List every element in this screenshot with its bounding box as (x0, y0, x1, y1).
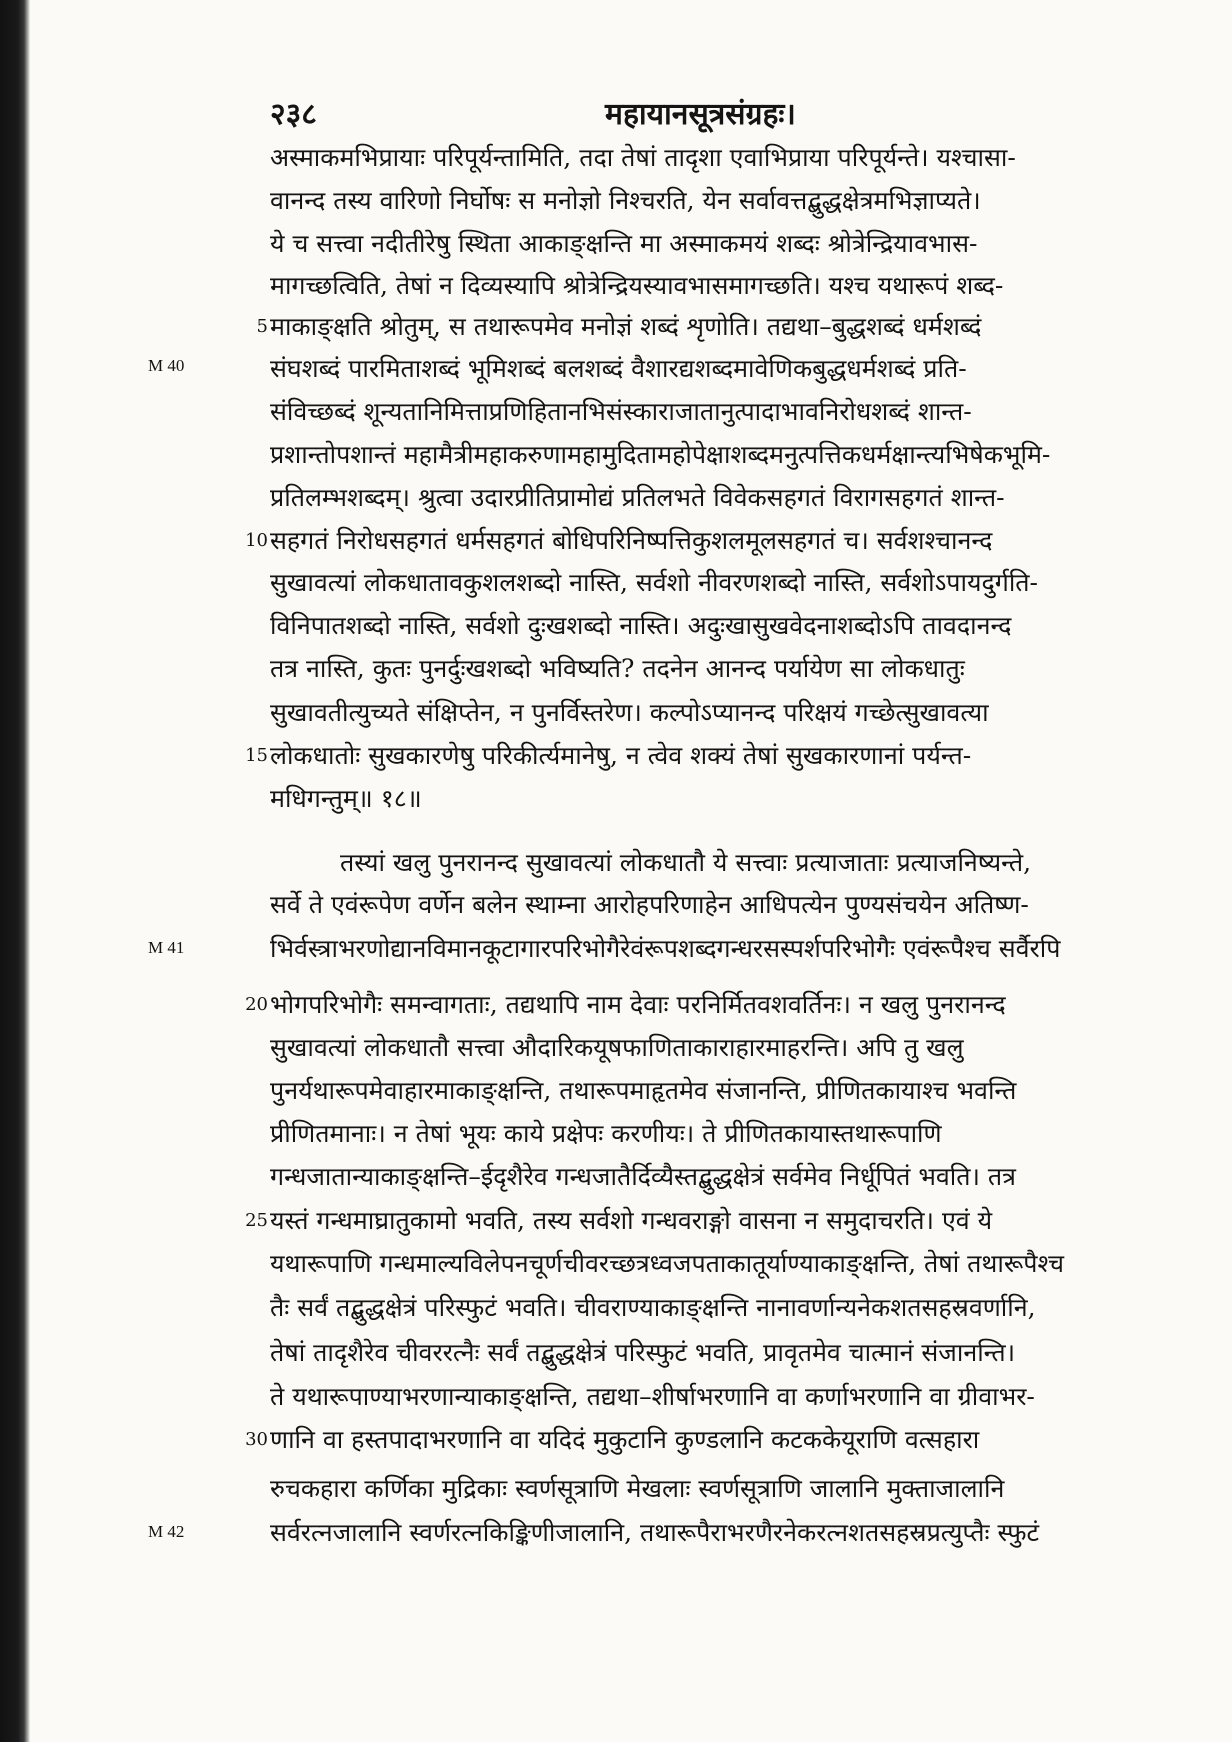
text-line: सहगतं निरोधसहगतं धर्मसहगतं बोधिपरिनिष्पत्तिकुशलमूलसहगतं च। सर्वशश्चानन्द (270, 526, 993, 555)
text-line: सर्वरत्नजालानि स्वर्णरत्नकिङ्किणीजालानि, तथारूपैराभरणैरनेकरत्नशतसहस्रप्रत्युप्तैः स्फुटं (270, 1518, 1040, 1547)
text-line: णानि वा हस्तपादाभरणानि वा यदिदं मुकुटानि कुण्डलानि कटककेयूराणि वत्सहारा (270, 1425, 980, 1454)
text-line: ये च सत्त्वा नदीतीरेषु स्थिता आकाङ्क्षन्ति मा अस्माकमयं शब्दः श्रोत्रेन्द्रियावभास- (270, 229, 978, 258)
running-title: महायानसूत्रसंग्रहः। (605, 97, 796, 132)
text-line: प्रीणितमानाः। न तेषां भूयः काये प्रक्षेपः करणीयः। ते प्रीणितकायास्तथारूपाणि (270, 1119, 942, 1148)
text-line: प्रशान्तोपशान्तं महामैत्रीमहाकरुणामहामुदितामहोपेक्षाशब्दमनुत्पत्तिकधर्मक्षान्त्यभिषेकभूमि- (270, 440, 1051, 469)
margin-ref: M 41 (148, 938, 185, 957)
line-number: 15 (245, 745, 268, 766)
line-number: 25 (245, 1210, 268, 1231)
text-line: तत्र नास्ति, कुतः पुनर्दुःखशब्दो भविष्यति? तदनेन आनन्द पर्यायेण सा लोकधातुः (270, 654, 965, 683)
text-line: मागच्छत्विति, तेषां न दिव्यस्यापि श्रोत्रेन्द्रियस्यावभासमागच्छति। यश्च यथारूपं शब्द- (270, 271, 1004, 300)
text-line: गन्धजातान्याकाङ्क्षन्ति–ईदृशैरेव गन्धजातैर्दिव्यैस्तद्बुद्धक्षेत्रं सर्वमेव निर्धूपितं भवति। तत्र (270, 1162, 1016, 1191)
text-line: तैः सर्वं तद्बुद्धक्षेत्रं परिस्फुटं भवति। चीवराण्याकाङ्क्षन्ति नानावर्णान्यनेकशतसहस्रवर्णानि, (270, 1293, 1036, 1322)
text-line: वानन्द तस्य वारिणो निर्घोषः स मनोज्ञो निश्चरति, येन सर्वावत्तद्बुद्धक्षेत्रमभिज्ञाप्यते। (270, 186, 981, 215)
line-number: 5 (256, 316, 268, 337)
text-line: लोकधातोः सुखकारणेषु परिकीर्त्यमानेषु, न त्वेव शक्यं तेषां सुखकारणानां पर्यन्त- (270, 741, 972, 770)
book-spine-shadow (0, 0, 30, 1742)
line-number: 30 (245, 1429, 268, 1450)
text-line: सर्वे ते एवंरूपेण वर्णेन बलेन स्थाम्ना आरोहपरिणाहेन आधिपत्येन पुण्यसंचयेन अतिष्ण- (270, 890, 1029, 919)
text-line: माकाङ्क्षति श्रोतुम्, स तथारूपमेव मनोज्ञं शब्दं शृणोति। तद्यथा–बुद्धशब्दं धर्मशब्दं (270, 312, 982, 341)
text-line: तेषां तादृशैरेव चीवररत्नैः सर्वं तद्बुद्धक्षेत्रं परिस्फुटं भवति, प्रावृतमेव चात्मानं संजानन्ति। (270, 1338, 1016, 1367)
text-line: भिर्वस्त्राभरणोद्यानविमानकूटागारपरिभोगैरेवंरूपशब्दगन्धरसस्पर्शपरिभोगैः एवंरूपैश्च सर्वैरपि (270, 934, 1061, 963)
page-number: २३८ (270, 97, 317, 132)
margin-ref: M 40 (148, 356, 185, 375)
text-line: अस्माकमभिप्रायाः परिपूर्यन्तामिति, तदा तेषां तादृशा एवाभिप्राया परिपूर्यन्ते। यश्चासा- (270, 143, 1016, 172)
text-line: तस्यां खलु पुनरानन्द सुखावत्यां लोकधातौ ये सत्त्वाः प्रत्याजाताः प्रत्याजनिष्यन्ते, (340, 848, 1032, 877)
text-line: संविच्छब्दं शून्यतानिमित्ताप्रणिहितानभिसंस्काराजातानुत्पादाभावनिरोधशब्दं शान्त- (270, 397, 972, 426)
text-line: मधिगन्तुम्॥ १८॥ (270, 784, 422, 813)
text-line: सुखावत्यां लोकधातावकुशलशब्दो नास्ति, सर्वशो नीवरणशब्दो नास्ति, सर्वशोऽपायदुर्गति- (270, 568, 1038, 597)
line-number: 20 (245, 994, 268, 1015)
page-header (270, 92, 1152, 132)
text-line: सुखावतीत्युच्यते संक्षिप्तेन, न पुनर्विस्तरेण। कल्पोऽप्यानन्द परिक्षयं गच्छेत्सुखावत्या (270, 698, 989, 727)
text-line: ते यथारूपाण्याभरणान्याकाङ्क्षन्ति, तद्यथा–शीर्षाभरणानि वा कर्णाभरणानि वा ग्रीवाभर- (270, 1382, 1035, 1411)
text-line: सुखावत्यां लोकधातौ सत्त्वा औदारिकयूषफाणिताकाराहारमाहरन्ति। अपि तु खलु (270, 1033, 964, 1062)
text-line: प्रतिलम्भशब्दम्। श्रुत्वा उदारप्रीतिप्रामोद्यं प्रतिलभते विवेकसहगतं विरागसहगतं शान्त- (270, 483, 1005, 512)
text-line: पुनर्यथारूपमेवाहारमाकाङ्क्षन्ति, तथारूपमाहृतमेव संजानन्ति, प्रीणितकायाश्च भवन्ति (270, 1076, 1017, 1105)
line-number: 10 (245, 530, 268, 551)
text-line: विनिपातशब्दो नास्ति, सर्वशो दुःखशब्दो नास्ति। अदुःखासुखवेदनाशब्दोऽपि तावदानन्द (270, 611, 1012, 640)
text-line: संघशब्दं पारमिताशब्दं भूमिशब्दं बलशब्दं वैशारद्यशब्दमावेणिकबुद्धधर्मशब्दं प्रति- (270, 354, 967, 383)
text-line: भोगपरिभोगैः समन्वागताः, तद्यथापि नाम देवाः परनिर्मितवशवर्तिनः। न खलु पुनरानन्द (270, 990, 1006, 1019)
text-line: यथारूपाणि गन्धमाल्यविलेपनचूर्णचीवरच्छत्रध्वजपताकातूर्याण्याकाङ्क्षन्ति, तेषां तथारूपैश्च (270, 1249, 1064, 1278)
text-line: यस्तं गन्धमाघ्रातुकामो भवति, तस्य सर्वशो गन्धवराङ्गो वासना न समुदाचरति। एवं ये (270, 1206, 993, 1235)
margin-ref: M 42 (148, 1522, 185, 1541)
text-line: रुचकहारा कर्णिका मुद्रिकाः स्वर्णसूत्राणि मेखलाः स्वर्णसूत्राणि जालानि मुक्ताजालानि (270, 1474, 1005, 1503)
